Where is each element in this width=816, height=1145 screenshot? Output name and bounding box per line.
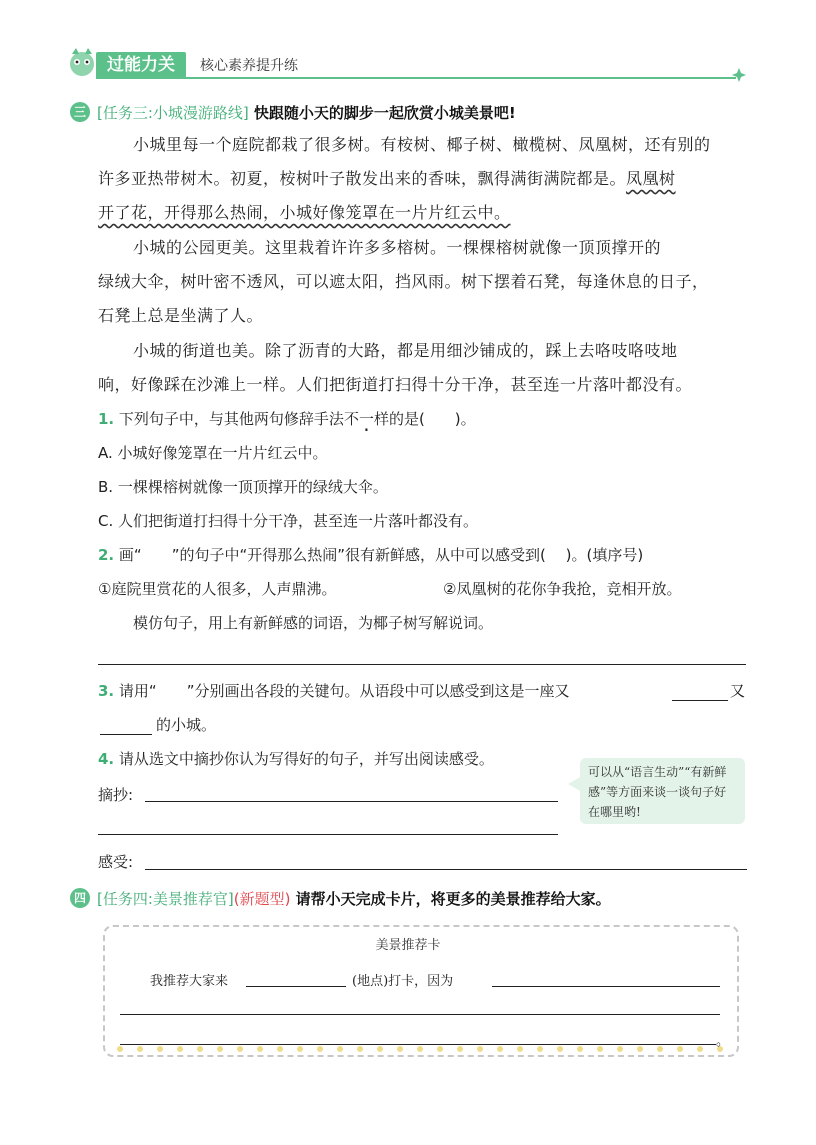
question-4 [98, 748, 494, 770]
question-text: 的小城。 [156, 716, 217, 734]
section-tag: [任务四:美景推荐官] [97, 890, 234, 908]
feel-line[interactable] [145, 869, 747, 870]
header-badge: 过能力关 [96, 52, 186, 78]
header-divider [96, 77, 736, 79]
mascot-icon [64, 44, 100, 80]
paragraph-line: 小城里每一个庭院都栽了很多树。有桉树、椰子树、橄榄树、凤凰树，还有别的 [133, 135, 711, 154]
question-number: 4. [98, 750, 115, 768]
question-3 [98, 680, 569, 702]
question-text: 又 [730, 682, 746, 700]
paragraph-line: 石凳上总是坐满了人。 [98, 306, 264, 325]
card-text: 我推荐大家来 [150, 974, 229, 989]
option-1[interactable]: ①庭院里赏花的人很多，人声鼎沸。 [98, 580, 337, 598]
place-blank[interactable] [246, 986, 346, 987]
reason-line-2[interactable] [120, 1014, 720, 1015]
blank-1[interactable] [672, 700, 728, 701]
card-title: 美景推荐卡 [375, 938, 441, 953]
paragraph-line: 小城的街道也美。除了沥青的大路，都是用细沙铺成的，踩上去咯吱咯吱地 [133, 341, 678, 360]
section-heading [97, 102, 516, 123]
reason-line-3[interactable] [120, 1044, 716, 1045]
copy-label: 摘抄: [98, 786, 134, 804]
section-tag: [任务三:小城漫游路线] [97, 104, 249, 122]
section-heading [97, 888, 611, 909]
question-number: 3. [98, 682, 115, 700]
option-a[interactable]: A. 小城好像笼罩在一片片红云中。 [98, 444, 328, 462]
wavy-underlined-text: 开了花，开得那么热闹，小城好像笼罩在一片片红云中。 [98, 203, 511, 222]
question-text: 画“ ”的句子中“开得那么热闹”很有新鲜感，从中可以感受到( )。(填序号) [118, 546, 644, 564]
section-title: 快跟随小天的脚步一起欣赏小城美景吧! [253, 104, 516, 122]
header-subtitle: 核心素养提升练 [200, 58, 298, 74]
paragraph-line [98, 196, 511, 230]
reason-line[interactable] [492, 986, 720, 987]
question-text: 的是( )。 [388, 410, 476, 428]
answer-line[interactable] [98, 664, 746, 665]
section-title: 请帮小天完成卡片，将更多的美景推荐给大家。 [295, 890, 611, 908]
question-number: 1. [98, 410, 115, 428]
paragraph-line: 绿绒大伞，树叶密不透风，可以遮太阳，挡风雨。树下摆着石凳，每逢休息的日子， [98, 272, 709, 291]
question-2 [98, 544, 643, 566]
paragraph-line: 响，好像踩在沙滩上一样。人们把街道打扫得十分干净，甚至连一片落叶都没有。 [98, 375, 693, 394]
feel-label: 感受: [98, 853, 134, 871]
copy-line[interactable] [145, 801, 558, 802]
question-text: 请从选文中摘抄你认为写得好的句子，并写出阅读感受。 [118, 750, 494, 768]
card-end-mark: 。 [716, 1034, 730, 1049]
wavy-underlined-text: 凤凰树 [626, 169, 676, 188]
section-tag-new: (新题型) [233, 890, 291, 908]
option-b[interactable]: B. 一棵棵榕树就像一顶顶撑开的绿绒大伞。 [98, 478, 388, 496]
blank-2[interactable] [100, 734, 152, 735]
emphasized-text: 不一样 [343, 410, 389, 428]
text-span: 许多亚热带树木。初夏，桉树叶子散发出来的香味，飘得满街满院都是。 [98, 169, 627, 188]
option-c[interactable]: C. 人们把街道打扫得十分干净，甚至连一片落叶都没有。 [98, 512, 479, 530]
card-text: (地点)打卡，因为 [352, 974, 454, 989]
star-icon [732, 68, 746, 82]
copy-line-2[interactable] [98, 834, 558, 835]
section-number: 三 [70, 102, 90, 122]
imitate-prompt: 模仿句子，用上有新鲜感的词语，为椰子树写解说词。 [133, 614, 494, 632]
option-2[interactable]: ②凤凰树的花你争我抢，竞相开放。 [443, 580, 682, 598]
question-number: 2. [98, 546, 115, 564]
question-1 [98, 408, 476, 430]
paragraph-line [98, 162, 676, 196]
paragraph-line: 小城的公园更美。这里栽着许许多多榕树。一棵棵榕树就像一顶顶撑开的 [133, 238, 662, 257]
section-number: 四 [70, 888, 90, 908]
tip-bubble: 可以从“语言生动”“有新鲜感”等方面来谈一谈句子好在哪里哟! [580, 758, 745, 824]
question-text: 下列句子中，与其他两句修辞手法 [118, 410, 344, 428]
question-text: 请用“ ”分别画出各段的关键句。从语段中可以感受到这是一座又 [118, 682, 570, 700]
tip-pointer-icon [568, 776, 582, 792]
